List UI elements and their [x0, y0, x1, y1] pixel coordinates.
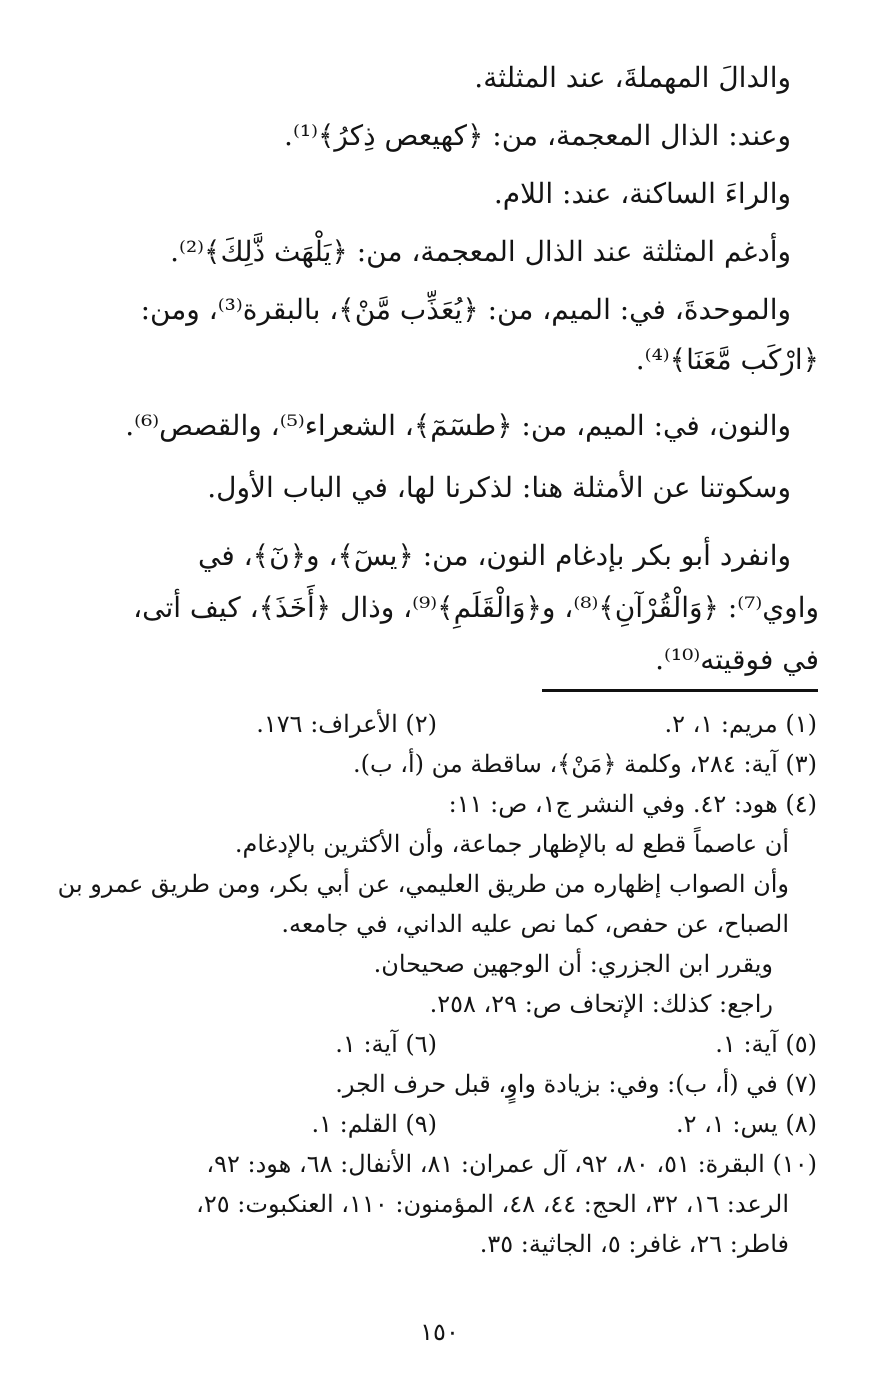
footnote-8: (٨) يس: ١، ٢. — [675, 1110, 817, 1138]
footnote-row-5 — [80, 1028, 817, 1060]
text-line-5: والموحدةَ، في: الميم، من: ﴿يُعَذِّب مَّنْ﴾، بالبقرة⁽³⁾، ومن: — [140, 293, 791, 326]
footnote-7: (٧) في (أ، ب): وفي: بزيادة واوٍ، قبل حرف الجر. — [335, 1070, 817, 1098]
footnote-row-1 — [80, 708, 817, 740]
footnote-10-line-2: الرعد: ١٦، ٣٢، الحج: ٤٤، ٤٨، المؤمنون: ١١٠، العنكبوت: ٢٥، — [196, 1190, 789, 1218]
text-line-1: والدالَ المهملةَ، عند المثلثة. — [474, 61, 791, 94]
text-line-8: وسكوتنا عن الأمثلة هنا: لذكرنا لها، في الباب الأول. — [207, 471, 791, 504]
footnote-10-line-3: فاطر: ٢٦، غافر: ٥، الجاثية: ٣٥. — [479, 1230, 789, 1258]
footnote-6: (٦) آية: ١. — [335, 1030, 437, 1058]
footnote-5: (٥) آية: ١. — [715, 1030, 817, 1058]
footnote-4: (٤) هود: ٤٢. وفي النشر ج١، ص: ١١: — [448, 790, 817, 818]
footnote-10: (١٠) البقرة: ٥١، ٨٠، ٩٢، آل عمران: ٨١، الأنفال: ٦٨، هود: ٩٢، — [206, 1150, 817, 1178]
footnote-row-8 — [80, 1108, 817, 1140]
page-number: ١٥٠ — [420, 1318, 459, 1346]
footnote-4-line-5: ويقرر ابن الجزري: أن الوجهين صحيحان. — [373, 950, 773, 978]
text-line-4: وأدغم المثلثة عند الذال المعجمة، من: ﴿يَلْهَث ذَّلِكَ﴾⁽²⁾. — [170, 235, 791, 268]
footnote-4-line-4: الصباح، عن حفص، كما نص عليه الداني، في جامعه. — [281, 910, 789, 938]
text-line-2: وعند: الذال المعجمة، من: ﴿كهيعص ذِكرُ﴾⁽¹⁾. — [284, 119, 791, 152]
text-line-9: وانفرد أبو بكر بإدغام النون، من: ﴿يسٓ﴾، و﴿نٓ﴾، في — [198, 539, 791, 572]
footnote-4-line-3: وأن الصواب إظهاره من طريق العليمي، عن أبي بكر، ومن طريق عمرو بن — [57, 870, 789, 898]
footnote-1: (١) مريم: ١، ٢. — [664, 710, 817, 738]
text-line-3: والراءَ الساكنة، عند: اللام. — [493, 177, 791, 210]
footnote-4-line-6: راجع: كذلك: الإتحاف ص: ٢٩، ٢٥٨. — [429, 990, 773, 1018]
text-line-11: في فوقيته⁽¹⁰⁾. — [655, 643, 819, 676]
footnote-separator — [542, 689, 818, 692]
footnote-4-line-2: أن عاصماً قطع له بالإظهار جماعة، وأن الأكثرين بالإدغام. — [234, 830, 789, 858]
footnote-3: (٣) آية: ٢٨٤، وكلمة ﴿مَنْ﴾، ساقطة من (أ، ب). — [352, 750, 817, 778]
text-line-7: والنون، في: الميم، من: ﴿طسٓمٓ﴾، الشعراء⁽⁵⁾، والقصص⁽⁶⁾. — [125, 409, 791, 442]
footnote-9: (٩) القلم: ١. — [311, 1110, 437, 1138]
text-line-6: ﴿ارْكَب مَّعَنَا﴾⁽⁴⁾. — [635, 343, 819, 376]
text-line-10: واوي⁽⁷⁾: ﴿وَالْقُرْآنِ﴾⁽⁸⁾، و﴿وَالْقَلَمِ﴾⁽⁹⁾، وذال ﴿أَخَذَ﴾، كيف أتى، — [133, 591, 819, 624]
footnote-2: (٢) الأعراف: ١٧٦. — [256, 710, 437, 738]
